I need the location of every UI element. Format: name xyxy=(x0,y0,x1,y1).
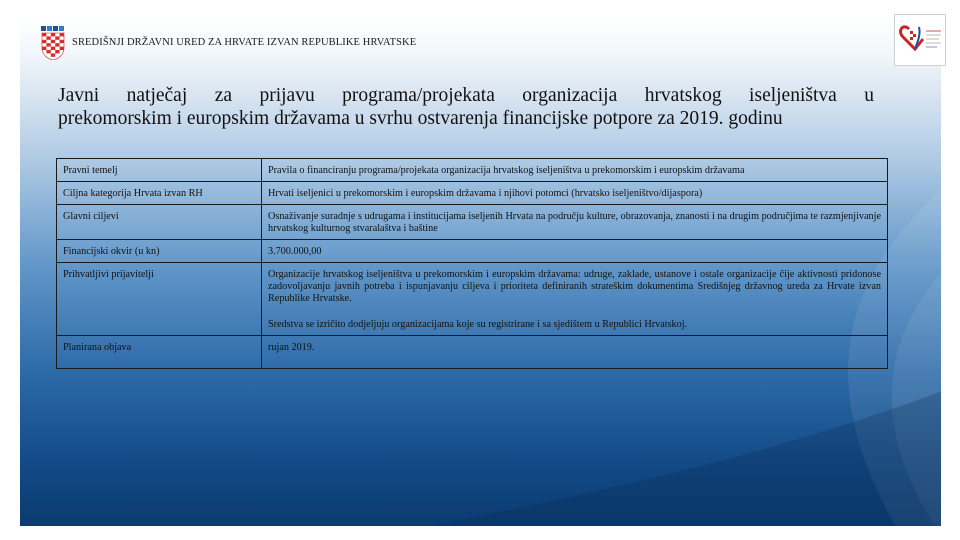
info-table xyxy=(56,158,888,369)
row-key: Glavni ciljevi xyxy=(57,205,262,240)
row-value-paragraph-1: Organizacije hrvatskog iseljeništva u prekomorskim i europskim državama: udruge, zaklade, ustanove i ostale organizacije čije aktivnosti pridonose zadovoljavanju javnih potreba i ispunjavanju ciljeva i prioriteta definiranih strateškim dokumentima Središnjeg državnog ureda za Hrvate izvan Republike Hrvatske. xyxy=(268,269,881,304)
table-row xyxy=(57,336,888,369)
title-line-1: Javni natječaj za prijavu programa/projekata organizacija hrvatskog iseljeništva u xyxy=(58,85,874,106)
row-value-paragraph-2: Sredstva se izričito dodjeljuju organizacijama koje su registrirane i sa sjedištem u Republici Hrvatskoj. xyxy=(268,319,688,330)
row-key: Ciljna kategorija Hrvata izvan RH xyxy=(57,182,262,205)
agency-name: SREDIŠNJI DRŽAVNI URED ZA HRVATE IZVAN REPUBLIKE HRVATSKE xyxy=(72,37,417,48)
title-line-2: prekomorskim i europskim državama u svrhu ostvarenja financijske potpore za 2019. godinu xyxy=(58,108,783,129)
heart-logo-icon xyxy=(894,14,946,66)
paragraph-gap xyxy=(268,305,881,319)
row-key: Financijski okvir (u kn) xyxy=(57,240,262,263)
table-row xyxy=(57,263,888,336)
row-value: rujan 2019. xyxy=(262,336,888,369)
row-value: 3.700.000,00 xyxy=(262,240,888,263)
table-row xyxy=(57,159,888,182)
row-value: Osnaživanje suradnje s udrugama i institucijama iseljenih Hrvata na području kulture, obrazovanja, znanosti i na drugim područjima te razmjenjivanje hrvatskog kulturnog stvaralaštva i baštine xyxy=(262,205,888,240)
table-row xyxy=(57,182,888,205)
row-value-multi xyxy=(262,263,888,336)
row-value: Pravila o financiranju programa/projekata organizacija hrvatskog iseljeništva u prekomorskim i europskim državama xyxy=(262,159,888,182)
row-value: Hrvati iseljenici u prekomorskim i europskim državama i njihovi potomci (hrvatsko iseljeništvo/dijaspora) xyxy=(262,182,888,205)
table-row xyxy=(57,205,888,240)
table-row xyxy=(57,240,888,263)
page-title xyxy=(58,84,874,130)
row-key: Pravni temelj xyxy=(57,159,262,182)
croatian-coat-of-arms-icon xyxy=(39,26,67,60)
row-key: Planirana objava xyxy=(57,336,262,369)
row-key: Prihvatljivi prijavitelji xyxy=(57,263,262,336)
